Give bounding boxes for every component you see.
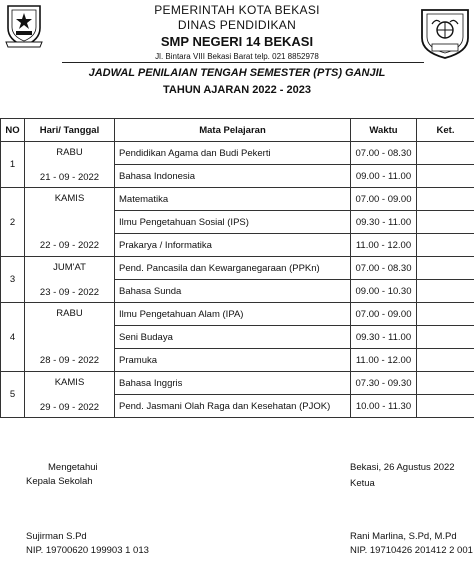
day-date-cell: [25, 303, 115, 372]
row-number: 2: [1, 188, 25, 257]
exam-date: 28 - 09 - 2022: [39, 355, 100, 366]
notes-cell: [417, 165, 474, 188]
time-cell: 07.00 - 08.30: [351, 257, 417, 280]
day-date-cell: [25, 188, 115, 257]
table-row: [1, 303, 474, 326]
place-date: Bekasi, 26 Agustus 2022: [350, 462, 455, 473]
col-header-subject: Mata Pelajaran: [115, 119, 351, 142]
header-divider: [62, 62, 424, 63]
subject-cell: Pend. Pancasila dan Kewarganegaraan (PPKn): [115, 257, 351, 280]
notes-cell: [417, 303, 474, 326]
document-title: JADWAL PENILAIAN TENGAH SEMESTER (PTS) GANJIL: [88, 67, 386, 79]
day-name: KAMIS: [54, 376, 85, 388]
time-cell: 09.30 - 11.00: [351, 326, 417, 349]
exam-date: 29 - 09 - 2022: [39, 401, 100, 413]
school-name: SMP NEGERI 14 BEKASI: [160, 34, 314, 49]
subject-cell: Pendidikan Agama dan Budi Pekerti: [115, 142, 351, 165]
day-name: KAMIS: [54, 193, 85, 204]
subject-cell: Bahasa Indonesia: [115, 165, 351, 188]
government-heading: PEMERINTAH KOTA BEKASI: [154, 3, 320, 17]
time-cell: 07.00 - 09.00: [351, 303, 417, 326]
subject-cell: Seni Budaya: [115, 326, 351, 349]
notes-cell: [417, 211, 474, 234]
row-number: 5: [1, 372, 25, 418]
col-header-day-date: Hari/ Tanggal: [25, 119, 115, 142]
col-header-no: NO: [1, 119, 25, 142]
subject-cell: Ilmu Pengetahuan Sosial (IPS): [115, 211, 351, 234]
notes-cell: [417, 234, 474, 257]
exam-date: 22 - 09 - 2022: [39, 240, 100, 251]
table-row: [1, 142, 474, 165]
notes-cell: [417, 326, 474, 349]
day-date-cell: [25, 142, 115, 188]
chair-name: Rani Marlina, S.Pd, M.Pd: [350, 531, 457, 542]
principal-title: Kepala Sekolah: [26, 476, 93, 487]
notes-cell: [417, 349, 474, 372]
table-row: [1, 372, 474, 395]
row-number: 1: [1, 142, 25, 188]
time-cell: 07.00 - 09.00: [351, 188, 417, 211]
exam-date: 23 - 09 - 2022: [39, 286, 100, 298]
time-cell: 11.00 - 12.00: [351, 349, 417, 372]
exam-schedule-table: [0, 118, 474, 418]
subject-cell: Pend. Jasmani Olah Raga dan Kesehatan (PJOK): [115, 395, 351, 418]
table-row: [1, 188, 474, 211]
acknowledged-label: Mengetahui: [48, 462, 98, 473]
subject-cell: Prakarya / Informatika: [115, 234, 351, 257]
table-header-row: [1, 119, 474, 142]
notes-cell: [417, 395, 474, 418]
time-cell: 09.00 - 10.30: [351, 280, 417, 303]
notes-cell: [417, 372, 474, 395]
col-header-time: Waktu: [351, 119, 417, 142]
principal-name: Sujirman S.Pd: [26, 531, 87, 542]
time-cell: 07.30 - 09.30: [351, 372, 417, 395]
table-row: [1, 257, 474, 280]
school-address: Jl. Bintara VIII Bekasi Barat telp. 021 8852978: [155, 52, 319, 61]
day-name: RABU: [56, 308, 83, 319]
principal-nip: NIP. 19700620 199903 1 013: [26, 545, 149, 556]
notes-cell: [417, 142, 474, 165]
time-cell: 07.00 - 08.30: [351, 142, 417, 165]
exam-date: 21 - 09 - 2022: [39, 171, 100, 183]
notes-cell: [417, 280, 474, 303]
time-cell: 09.00 - 11.00: [351, 165, 417, 188]
notes-cell: [417, 188, 474, 211]
day-date-cell: [25, 257, 115, 303]
subject-cell: Bahasa Inggris: [115, 372, 351, 395]
subject-cell: Matematika: [115, 188, 351, 211]
chair-nip: NIP. 19710426 201412 2 001: [350, 545, 473, 556]
time-cell: 11.00 - 12.00: [351, 234, 417, 257]
day-name: JUM'AT: [53, 261, 86, 273]
department-heading: DINAS PENDIDIKAN: [177, 18, 297, 32]
day-name: RABU: [56, 146, 83, 158]
academic-year: TAHUN AJARAN 2022 - 2023: [163, 84, 311, 96]
subject-cell: Bahasa Sunda: [115, 280, 351, 303]
subject-cell: Pramuka: [115, 349, 351, 372]
notes-cell: [417, 257, 474, 280]
chair-title: Ketua: [350, 478, 375, 489]
time-cell: 09.30 - 11.00: [351, 211, 417, 234]
day-date-cell: [25, 372, 115, 418]
row-number: 3: [1, 257, 25, 303]
row-number: 4: [1, 303, 25, 372]
subject-cell: Ilmu Pengetahuan Alam (IPA): [115, 303, 351, 326]
time-cell: 10.00 - 11.30: [351, 395, 417, 418]
col-header-notes: Ket.: [417, 119, 474, 142]
